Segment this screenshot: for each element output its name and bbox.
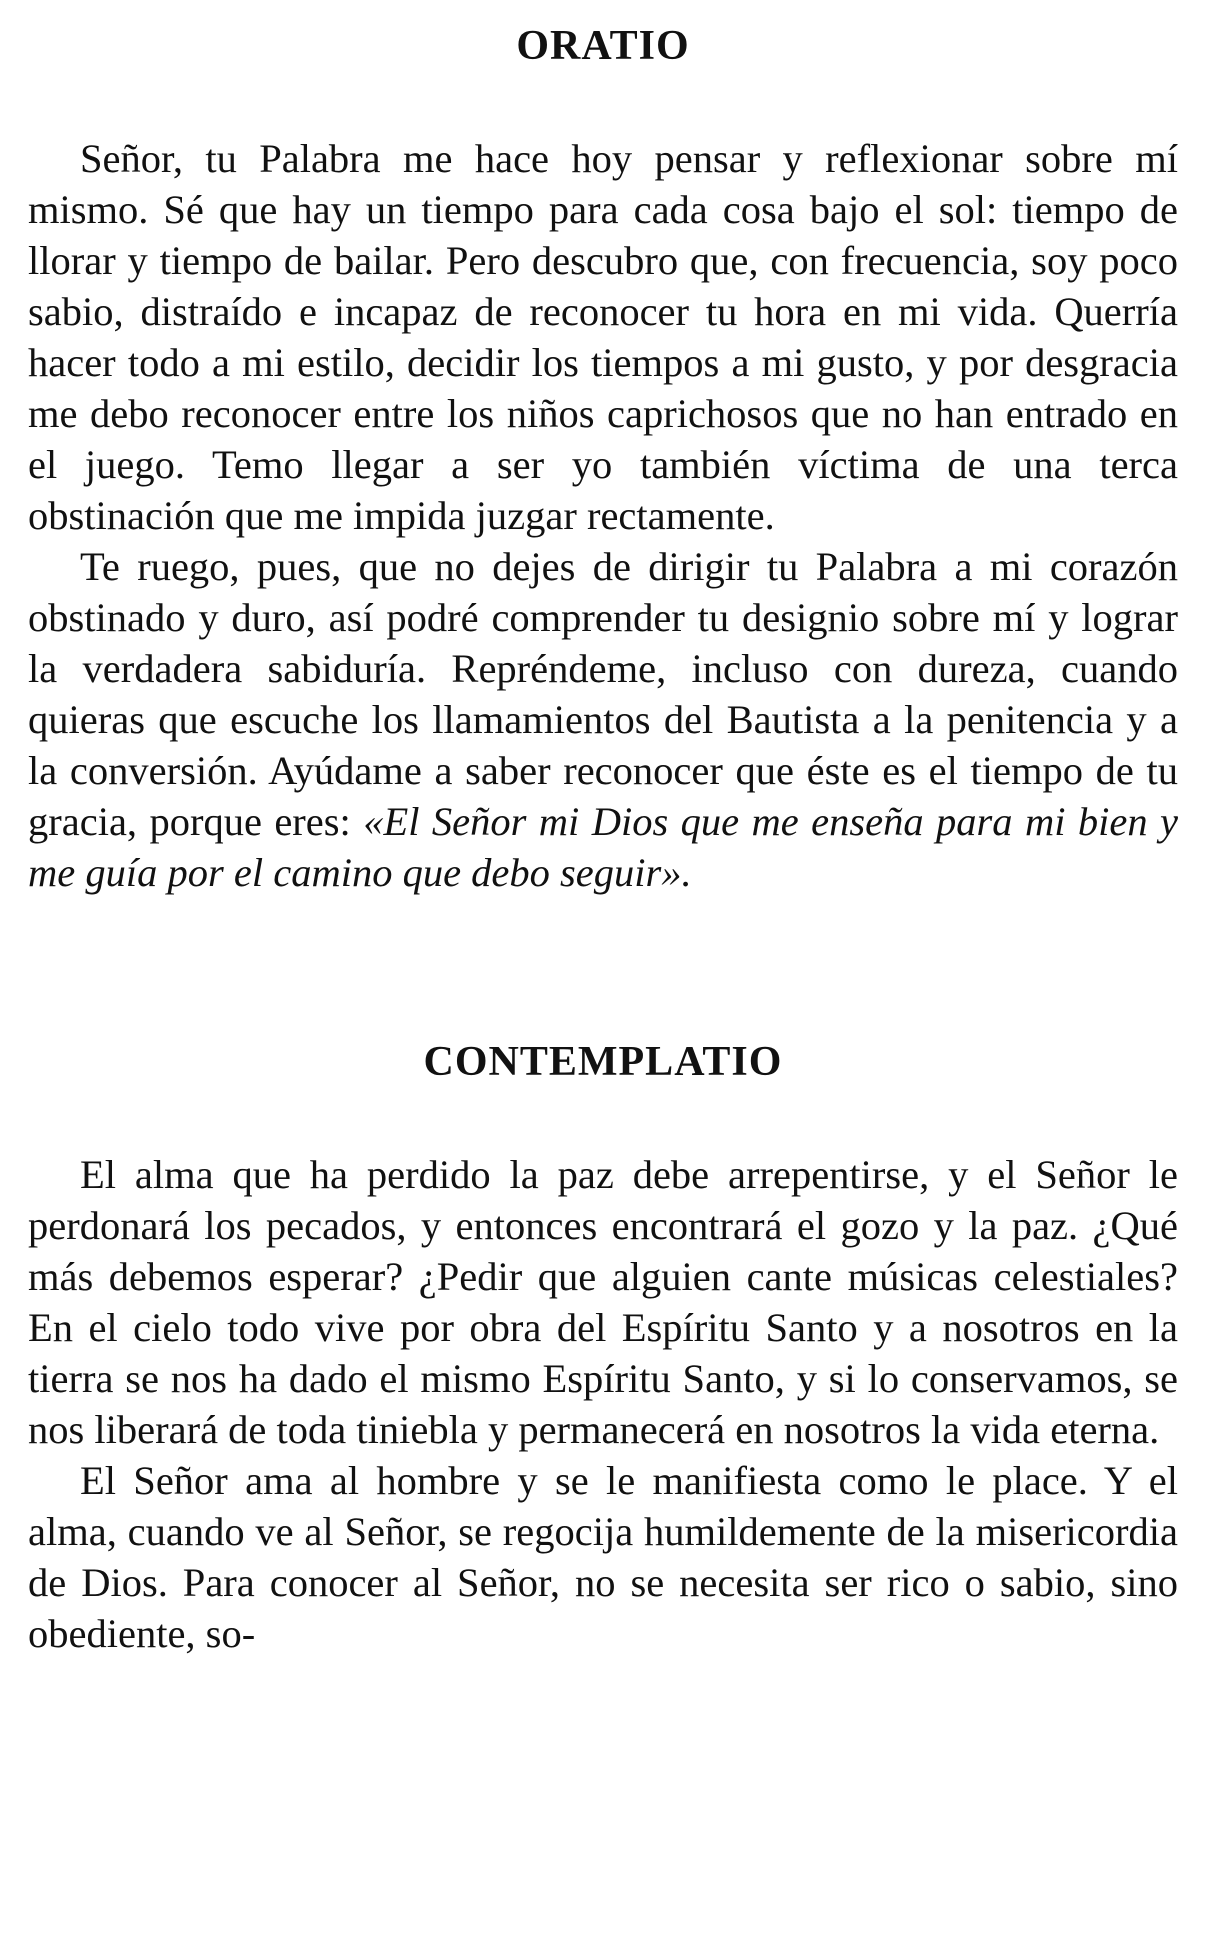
oratio-paragraph-2-text: Te ruego, pues, que no dejes de dirigir tu Palabra a mi corazón obstinado y duro, así podré comprender tu designio sobre mí y lograr la verdadera sabiduría. Repréndeme, incluso con dureza, cuando quieras que escuche los llamamientos del Bautista a la penitencia y a la conversión. Ayúdame a saber reconocer que éste es el tiempo de tu gracia, porque eres: xyxy=(28,544,1178,844)
oratio-paragraph-1: Señor, tu Palabra me hace hoy pensar y reflexionar sobre mí mismo. Sé que hay un tiempo para cada cosa bajo el sol: tiempo de llorar y tiempo de bailar. Pero descubro que, con frecuencia, soy poco sabio, distraído e incapaz de reconocer tu hora en mi vida. Querría hacer todo a mi estilo, decidir los tiempos a mi gusto, y por desgracia me debo reconocer entre los niños caprichosos que no han entrado en el juego. Temo llegar a ser yo también víctima de una terca obstinación que me impida juzgar rectamente. xyxy=(28,136,1178,538)
contemplatio-section xyxy=(28,1149,1178,1659)
oratio-paragraph-2 xyxy=(28,541,1178,898)
oratio-section xyxy=(28,133,1178,898)
document-page xyxy=(28,0,1178,1659)
contemplatio-heading: CONTEMPLATIO xyxy=(423,1039,783,1085)
oratio-quote: «El Señor mi Dios que me enseña para mi bien y me guía por el camino que debo seguir». xyxy=(28,799,1178,895)
contemplatio-paragraph-2: El Señor ama al hombre y se le manifiesta como le place. Y el alma, cuando ve al Señor, se regocija humildemente de la misericordia de Dios. Para conocer al Señor, no se necesita ser rico o sabio, sino obediente, so- xyxy=(28,1458,1178,1656)
oratio-heading: ORATIO xyxy=(516,23,690,69)
contemplatio-paragraph-1: El alma que ha perdido la paz debe arrepentirse, y el Señor le perdonará los pecados, y entonces encontrará el gozo y la paz. ¿Qué más debemos esperar? ¿Pedir que alguien cante músicas celestiales? En el cielo todo vive por obra del Espíritu Santo y a nosotros en la tierra se nos ha dado el mismo Espíritu Santo, y si lo conservamos, se nos liberará de toda tiniebla y permanecerá en nosotros la vida eterna. xyxy=(28,1152,1178,1452)
